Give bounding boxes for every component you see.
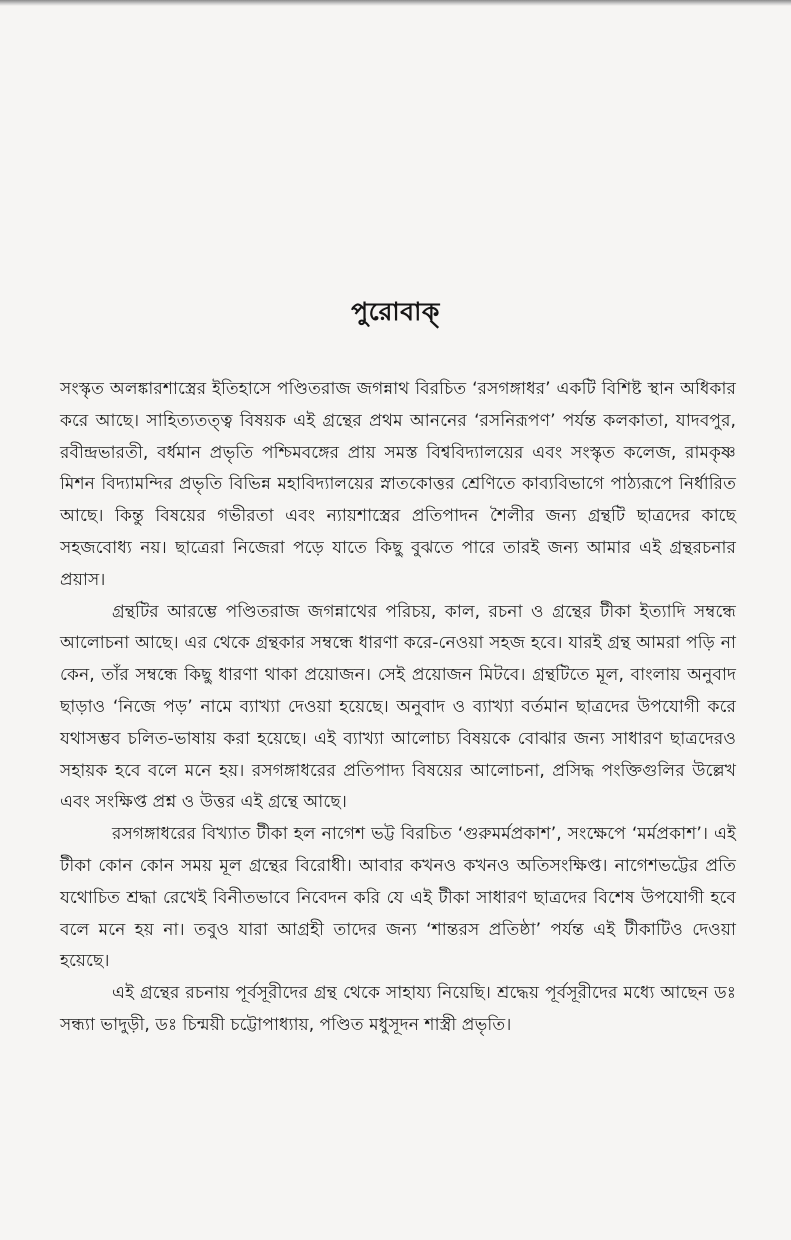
page-title: পুরোবাক্ bbox=[351, 297, 440, 326]
paragraph-2: গ্রন্থটির আরম্ভে পণ্ডিতরাজ জগন্নাথের পরিচয়, কাল, রচনা ও গ্রন্থের টীকা ইত্যাদি সম্বন্ধে আলোচনা আছে। এর থেকে গ্রন্থকার সম্বন্ধে ধারণা করে-নেওয়া সহজ হবে। যারই গ্রন্থ আমরা পড়ি না কেন, তাঁর সম্বন্ধে কিছু ধারণা থাকা প্রয়োজন। সেই প্রয়োজন মিটবে। গ্রন্থটিতে মূল, বাংলায় অনুবাদ ছাড়াও ‘নিজে পড়’ নামে ব্যাখ্যা দেওয়া হয়েছে। অনুবাদ ও ব্যাখ্যা বর্তমান ছাত্রদের উপযোগী করে যথাসম্ভব চলিত-ভাষায় করা হয়েছে। এই ব্যাখ্যা আলোচ্য বিষয়কে বোঝার জন্য সাধারণ ছাত্রদেরও সহায়ক হবে বলে মনে হয়। রসগঙ্গাধরের প্রতিপাদ্য বিষয়ের আলোচনা, প্রসিদ্ধ পংক্তিগুলির উল্লেখ এবং সংক্ষিপ্ত প্রশ্ন ও উত্তর এই গ্রন্থে আছে। bbox=[60, 601, 736, 813]
paragraph-4: এই গ্রন্থের রচনায় পূর্বসূরীদের গ্রন্থ থেকে সাহায্য নিয়েছি। শ্রদ্ধেয় পূর্বসূরীদের মধ্যে আছেন ডঃ সন্ধ্যা ভাদুড়ী, ডঃ চিন্ময়ী চট্টোপাধ্যায়, পণ্ডিত মধুসূদন শাস্ত্রী প্রভৃতি। bbox=[60, 983, 736, 1035]
paragraph-3: রসগঙ্গাধরের বিখ্যাত টীকা হল নাগেশ ভট্ট বিরচিত ‘গুরুমর্মপ্রকাশ’, সংক্ষেপে ‘মর্মপ্রকাশ’। এই টীকা কোন কোন সময় মূল গ্রন্থের বিরোধী। আবার কখনও কখনও অতিসংক্ষিপ্ত। নাগেশভট্টের প্রতি যথোচিত শ্রদ্ধা রেখেই বিনীতভাবে নিবেদন করি যে এই টীকা সাধারণ ছাত্রদের বিশেষ উপযোগী হবে বলে মনে হয় না। তবুও যারা আগ্রহী তাদের জন্য ‘শান্তরস প্রতিষ্ঠা’ পর্যন্ত এই টীকাটিও দেওয়া হয়েছে। bbox=[60, 824, 736, 972]
paragraph-1: সংস্কৃত অলঙ্কারশাস্ত্রের ইতিহাসে পণ্ডিতরাজ জগন্নাথ বিরচিত ‘রসগঙ্গাধর’ একটি বিশিষ্ট স্থান অধিকার করে আছে। সাহিত্যতত্ত্ব বিষয়ক এই গ্রন্থের প্রথম আননের ‘রসনিরূপণ’ পর্যন্ত কলকাতা, যাদবপুর, রবীন্দ্রভারতী, বর্ধমান প্রভৃতি পশ্চিমবঙ্গের প্রায় সমস্ত বিশ্ববিদ্যালয়ের এবং সংস্কৃত কলেজ, রামকৃষ্ণ মিশন বিদ্যামন্দির প্রভৃতি বিভিন্ন মহাবিদ্যালয়ের স্নাতকোত্তর শ্রেণিতে কাব্যবিভাগে পাঠ্যরূপে নির্ধারিত আছে। কিন্তু বিষয়ের গভীরতা এবং ন্যায়শাস্ত্রের প্রতিপাদন শৈলীর জন্য গ্রন্থটি ছাত্রদের কাছে সহজবোধ্য নয়। ছাত্রেরা নিজেরা পড়ে যাতে কিছু বুঝতে পারে তারই জন্য আমার এই গ্রন্থরচনার প্রয়াস। bbox=[60, 379, 736, 590]
page-top-edge bbox=[0, 0, 791, 6]
preface-body bbox=[60, 374, 736, 1042]
